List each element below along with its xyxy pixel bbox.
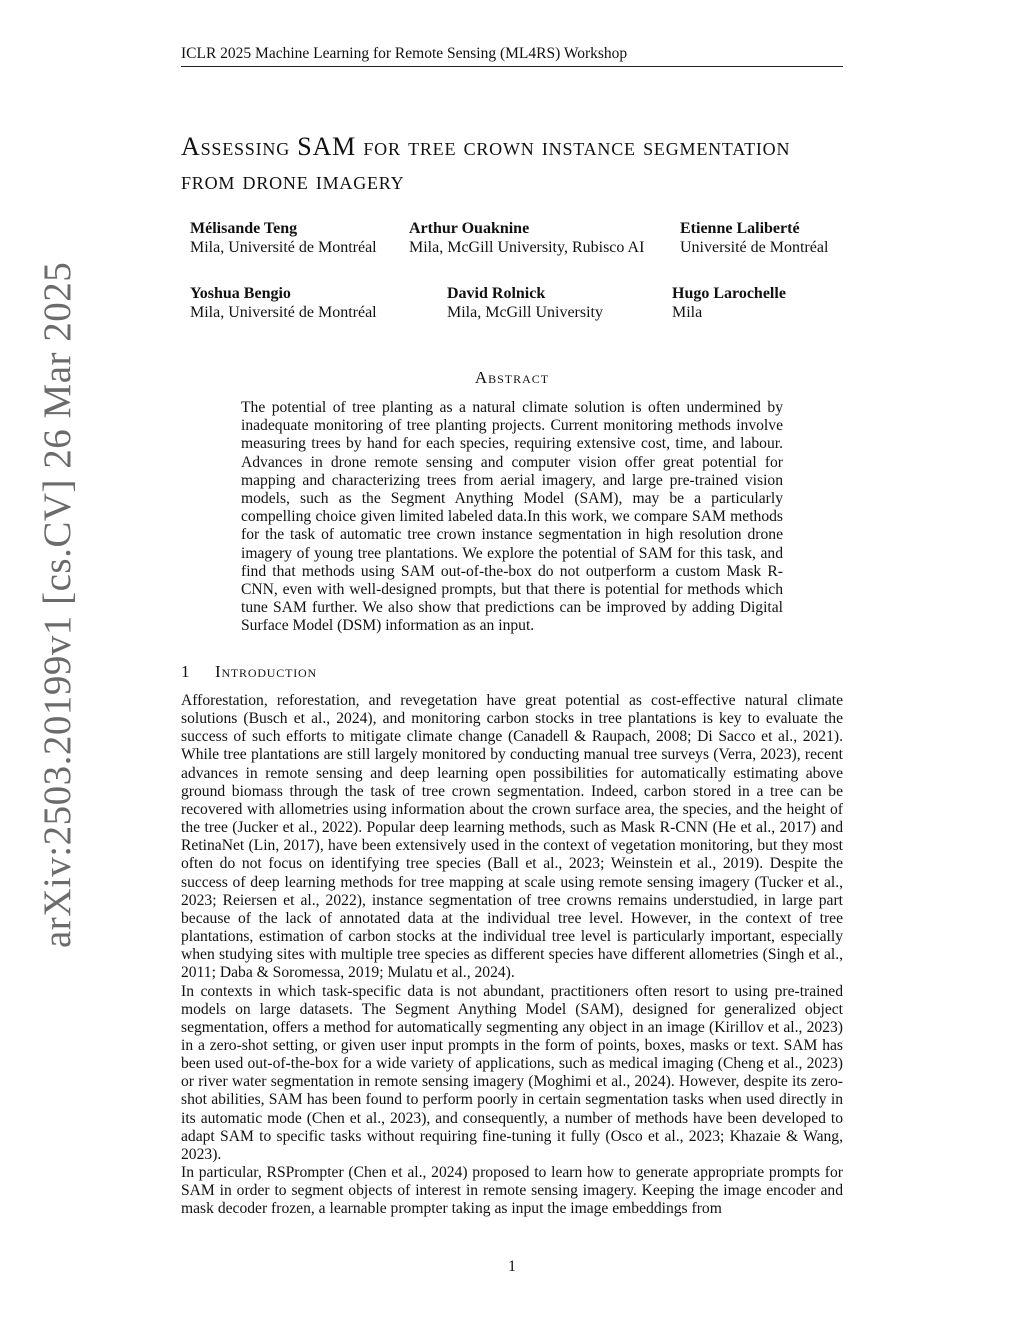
section-number: 1: [181, 662, 191, 681]
paragraph: In particular, RSPrompter (Chen et al., 2024) proposed to learn how to generate appropriate prompts for SAM in order to segment objects of interest in remote sensing imagery. Keeping the image encoder and mask decoder frozen, a learnable prompter taking as input the image embeddings from: [181, 1164, 843, 1218]
paper-title: Assessing SAM for tree crown instance segmentation from drone imagery: [181, 132, 791, 195]
paragraph: Afforestation, reforestation, and revegetation have great potential as cost-effective natural climate solutions (Busch et al., 2024), and monitoring carbon stocks in tree plantations is key to evaluate the success of such efforts to mitigate climate change (Canadell & Raupach, 2008; Di Sacco et al., 2021). While tree plantations are still largely monitored by conducting manual tree surveys (Verra, 2023), recent advances in remote sensing and deep learning open possibilities for automatically estimating above ground biomass through the task of tree crown segmentation. Indeed, carbon stored in a tree can be recovered with allometries using information about the crown surface area, the species, and the height of the tree (Jucker et al., 2022). Popular deep learning methods, such as Mask R-CNN (He et al., 2017) and RetinaNet (Lin, 2017), have been extensively used in the context of vegetation monitoring, but they most often do not focus on identifying tree species (Ball et al., 2023; Weinstein et al., 2019). Despite the success of deep learning methods for tree mapping at scale using remote sensing imagery (Tucker et al., 2023; Reiersen et al., 2022), instance segmentation of tree crowns remains understudied, in large part because of the lack of annotated data at the individual tree level. However, in the context of tree plantations, estimation of carbon stocks at the individual tree level is particularly important, especially when studying sites with multiple tree species as different species have different allometries (Singh et al., 2011; Daba & Soromessa, 2019; Mulatu et al., 2024).: [181, 692, 843, 982]
author-block: [672, 284, 786, 322]
section-heading: [181, 662, 843, 682]
author-block: [680, 219, 828, 257]
author-name: Arthur Ouaknine: [409, 220, 530, 237]
author-affiliation: Mila, Université de Montréal: [190, 304, 377, 321]
author-name: Etienne Laliberté: [680, 220, 800, 237]
venue-text: ICLR 2025 Machine Learning for Remote Sensing (ML4RS) Workshop: [181, 45, 628, 62]
author-affiliation: Mila, McGill University, Rubisco AI: [409, 239, 645, 256]
author-name: Yoshua Bengio: [190, 285, 291, 302]
author-name: Hugo Larochelle: [672, 285, 786, 302]
author-affiliation: Mila, Université de Montréal: [190, 239, 377, 256]
section-title: Introduction: [215, 662, 317, 681]
section-body: [181, 692, 843, 1219]
running-header: [181, 44, 843, 67]
arxiv-identifier: arXiv:2503.20199v1 [cs.CV] 26 Mar 2025: [36, 261, 79, 948]
author-block: [409, 219, 644, 257]
author-block: [190, 284, 377, 322]
author-affiliation: Mila, McGill University: [447, 304, 603, 321]
abstract-heading: Abstract: [474, 368, 550, 387]
author-affiliation: Université de Montréal: [680, 239, 829, 256]
author-name: Mélisande Teng: [190, 220, 298, 237]
author-affiliation: Mila: [672, 304, 703, 321]
paragraph: In contexts in which task-specific data is not abundant, practitioners often resort to using pre-trained models on large datasets. The Segment Anything Model (SAM), designed for generalized object segmentation, offers a method for automatically segmenting any object in an image (Kirillov et al., 2023) in a zero-shot setting, or given user input prompts in the form of points, boxes, masks or text. SAM has been used out-of-the-box for a wide variety of applications, such as medical imaging (Cheng et al., 2023) or river water segmentation in remote sensing imagery (Moghimi et al., 2024). However, despite its zero-shot abilities, SAM has been found to perform poorly in certain segmentation tasks when used directly in its automatic mode (Chen et al., 2023), and consequently, a number of methods have been developed to adapt SAM to specific tasks without requiring fine-tuning it fully (Osco et al., 2023; Khazaie & Wang, 2023).: [181, 982, 843, 1163]
author-name: David Rolnick: [447, 285, 546, 302]
author-block: [190, 219, 377, 257]
author-block: [447, 284, 603, 322]
abstract-text: The potential of tree planting as a natural climate solution is often undermined by inadequate monitoring of tree planting projects. Current monitoring methods involve measuring trees by hand for each species, requiring extensive cost, time, and labour. Advances in drone remote sensing and computer vision offer great potential for mapping and characterizing trees from aerial imagery, and large pre-trained vision models, such as the Segment Anything Model (SAM), may be a particularly compelling choice given limited labeled data.In this work, we compare SAM methods for the task of automatic tree crown instance segmentation in high resolution drone imagery of young tree plantations. We explore the potential of SAM for this task, and find that methods using SAM out-of-the-box do not outperform a custom Mask R-CNN, even with well-designed prompts, but that there is potential for methods which tune SAM further. We also show that predictions can be improved by adding Digital Surface Model (DSM) information as an input.: [241, 399, 783, 635]
page-number: 1: [508, 1258, 516, 1275]
